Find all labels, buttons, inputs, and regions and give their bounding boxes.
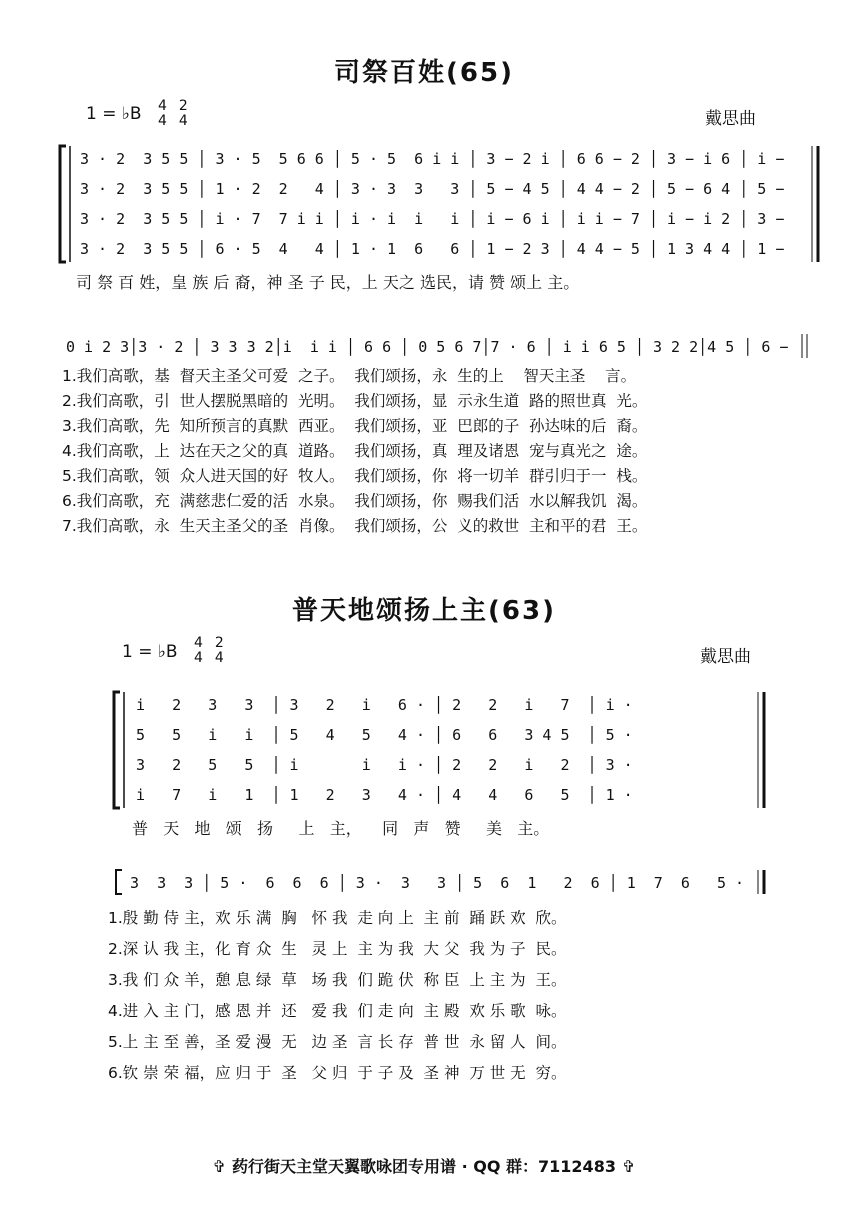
hymn2-verse-6: 6.钦 崇 荣 福，应 归 于 圣 父 归 于 子 及 圣 神 万 世 无 穷。 — [108, 1064, 567, 1082]
hymn1-meter-1: 4 4 — [158, 98, 167, 129]
cross-icon: ✞ — [212, 1157, 227, 1176]
hymn2-verse-5: 5.上 主 至 善，圣 爱 漫 无 边 圣 言 长 存 普 世 永 留 人 间。 — [108, 1033, 567, 1051]
footer — [0, 1154, 848, 1177]
hymn1-verse-3: 3.我们高歌，先 知所预言的真默 西亚。 我们颂扬，亚 巴郎的子 孙达味的后 裔。 — [62, 417, 648, 435]
hymn2-part-3: 3 2 5 5 │ i i i · │ 2 2 i 2 │ 3 · — [136, 756, 633, 774]
hymn2-lyrics: 普 天 地 颂 扬 上 主， 同 声 赞 美 主。 — [132, 819, 550, 838]
hymn2-meter-2: 2 4 — [214, 635, 224, 666]
hymn2-refrain-melody: 3 3 3 │ 5 · 6 6 6 │ 3 · 3 3 │ 5 6 1 2 6 │ 1 7 6 5 · — [130, 874, 745, 892]
hymn2-part-4: i 7 i 1 │ 1 2 3 4 · │ 4 4 6 5 │ 1 · — [136, 786, 633, 804]
hymn1-part-2: 3 · 2 3 5 5 │ 1 · 2 2 4 │ 3 · 3 3 3 │ 5 − 4 5 │ 4 4 − 2 │ 5 − 6 4 │ 5 − — [80, 180, 785, 198]
hymn1-brace-icon — [60, 146, 66, 262]
hymn1-verse-4: 4.我们高歌，上 达在天之父的真 道路。 我们颂扬，真 理及诸恩 宠与真光之 途。 — [62, 442, 648, 460]
footer-text: 药行街天主堂天翼歌咏团专用谱 · QQ 群：7112483 — [232, 1157, 616, 1176]
hymn2-part-2: 5 5 i i │ 5 4 5 4 · │ 6 6 3 4 5 │ 5 · — [136, 726, 633, 744]
hymn2-brace-icon — [114, 692, 120, 808]
hymn1-verse-2: 2.我们高歌，引 世人摆脱黑暗的 光明。 我们颂扬，显 示永生道 路的照世真 光。 — [62, 392, 648, 410]
hymn1-part-3: 3 · 2 3 5 5 │ i · 7 7 i i │ i · i i i │ i − 6 i │ i i − 7 │ i − i 2 │ 3 − — [80, 210, 785, 228]
hymn2-verse-2: 2.深 认 我 主，化 育 众 生 灵 上 主 为 我 大 父 我 为 子 民。 — [108, 940, 567, 958]
hymn1-refrain-melody: 0 i 2 3│3 · 2 │ 3 3 3 2│i i i │ 6 6 │ 0 5 6 7│7 · 6 │ i i 6 5 │ 3 2 2│4 5 │ 6 − — [66, 338, 789, 356]
hymn1-part-4: 3 · 2 3 5 5 │ 6 · 5 4 4 │ 1 · 1 6 6 │ 1 − 2 3 │ 4 4 − 5 │ 1 3 4 4 │ 1 − — [80, 240, 785, 258]
hymn2-verse-3: 3.我 们 众 羊，憩 息 绿 草 场 我 们 跪 伏 称 臣 上 主 为 王。 — [108, 971, 567, 989]
hymn2-meter-1: 4 4 — [194, 635, 203, 666]
hymn2-verse-1: 1.殷 勤 侍 主，欢 乐 满 胸 怀 我 走 向 上 主 前 踊 跃 欢 欣。 — [108, 909, 567, 927]
hymn2-verse-4: 4.进 入 主 门，感 恩 并 还 爱 我 们 走 向 主 殿 欢 乐 歌 咏。 — [108, 1002, 567, 1020]
hymn1-title: 司祭百姓(65) — [334, 58, 514, 88]
hymn1-verse-1: 1.我们高歌，基 督天主圣父可爱 之子。 我们颂扬，永 生的上 智天主圣 言。 — [62, 367, 637, 385]
hymn2-composer: 戴思曲 — [700, 647, 751, 667]
hymn1-lyrics: 司 祭 百 姓，皇 族 后 裔，神 圣 子 民，上 天之 选民，请 赞 颂上 主。 — [76, 273, 580, 292]
hymn1-key: 1 = ♭B — [86, 104, 142, 124]
hymn2-meter — [194, 636, 224, 666]
cross-icon: ✞ — [621, 1157, 636, 1176]
hymn2-part-1: i 2 3 3 │ 3 2 i 6 · │ 2 2 i 7 │ i · — [136, 696, 633, 714]
hymn1-part-1: 3 · 2 3 5 5 │ 3 · 5 5 6 6 │ 5 · 5 6 i i │ 3 − 2 i │ 6 6 − 2 │ 3 − i 6 │ i − — [80, 150, 785, 168]
hymn1-verse-6: 6.我们高歌，充 满慈悲仁爱的活 水泉。 我们颂扬，你 赐我们活 水以解我饥 渴。 — [62, 492, 648, 510]
hymn1-composer: 戴思曲 — [705, 109, 756, 129]
hymn2-key: 1 = ♭B — [122, 642, 178, 662]
hymn2-title: 普天地颂扬上主(63) — [292, 596, 556, 626]
hymn1-verse-5: 5.我们高歌，领 众人进天国的好 牧人。 我们颂扬，你 将一切羊 群引归于一 栈。 — [62, 467, 648, 485]
hymn1-verse-7: 7.我们高歌，永 生天主圣父的圣 肖像。 我们颂扬，公 义的救世 主和平的君 王。 — [62, 517, 648, 535]
hymn1-meter-2: 2 4 — [178, 98, 188, 129]
